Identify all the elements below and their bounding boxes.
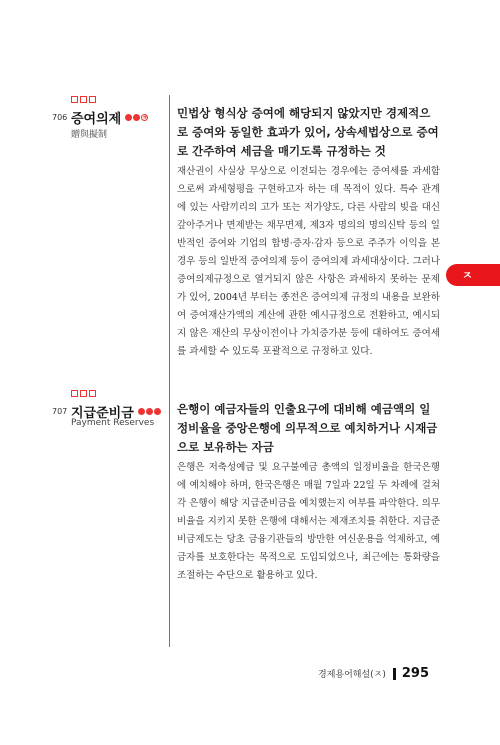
term-english: Payment Reserves [71,418,155,428]
filled-dot-icon [125,114,132,121]
checkbox-icon[interactable] [89,96,96,103]
column-divider [169,95,170,647]
checkbox-icon[interactable] [71,390,78,397]
importance-rating [125,114,148,121]
checkbox-icon[interactable] [80,96,87,103]
page-number: 295 [401,666,430,681]
entry-definition: 민법상 형식상 증여에 해당되지 않았지만 경제적으로 증여와 동일한 효과가 있어, 상속세법상으로 증여로 간주하여 세금을 매기도록 규정하는 것 [177,106,439,158]
importance-rating [138,408,161,415]
entry-body: 재산권이 사실상 무상으로 이전되는 경우에는 증여세를 과세함으로써 과세형평을 구현하고자 하는 데 목적이 있다. 특수 관계에 있는 사람끼리의 고가 또는 저가양도, 다른 사람의 빚을 대신 갚아주거나 면제받는 채무면제, 제3자 명의의 명의신탁 등의 일반적인 증여와 기업의 합병·증자·감자 등으로 주주가 이익을 본 경우 등의 일반적 증여의제 등이 증여의제 과세대상이다. 그러나 증여의제규정으로 열거되지 않은 사항은 과세하지 못하는 문제가 있어, 2004년 부터는 종전은 증여의제 규정의 내용을 보완하여 증여재산가액의 계산에 관한 예시규정으로 전환하고, 예시되지 않은 재산의 무상이전이나 가치증가분 등에 대하여도 증여세를 과세할 수 있도록 포괄적으로 규정하고 있다. [177,166,440,357]
chapter-tab-label: ㅈ [462,269,473,282]
checkbox-icon[interactable] [89,390,96,397]
entry-term [71,108,148,127]
checkbox-icon[interactable] [71,96,78,103]
checkbox-icon[interactable] [80,390,87,397]
study-checkboxes [71,96,96,103]
entry-definition: 은행이 예금자들의 인출요구에 대비해 예금액의 일정비율을 중앙은행에 의무적으로 예치하거나 시재금으로 보유하는 자금 [177,402,438,454]
filled-dot-icon [133,114,140,121]
filled-dot-icon [154,408,161,415]
plus-circle-icon [141,114,148,121]
entry-number: 707 [52,407,68,416]
filled-dot-icon [138,408,145,415]
term-hanja: 贈與擬制 [71,130,108,140]
term-title: 증여의제 [71,112,122,127]
page-footer [318,666,429,681]
study-checkboxes [71,390,96,397]
chapter-tab[interactable] [446,264,500,286]
book-section-label: 경제용어해설(ㅈ) [318,670,386,680]
footer-separator [393,668,396,680]
term-title: 지급준비금 [71,406,134,421]
entry-number: 706 [52,113,68,122]
entry-body: 은행은 저축성예금 및 요구불예금 총액의 일정비율을 한국은행에 예치해야 하며, 한국은행은 매월 7일과 22일 두 차례에 걸쳐 각 은행이 해당 지급준비금을 예치했는지 여부를 파악한다. 의무비율을 지키지 못한 은행에 대해서는 제재조치를 취한다. 지급준비금제도는 당초 금융기관들의 방만한 여신운용을 억제하고, 예금자를 보호한다는 목적으로 도입되었으나, 최근에는 통화량을 조절하는 수단으로 활용하고 있다. [177,462,440,581]
filled-dot-icon [146,408,153,415]
